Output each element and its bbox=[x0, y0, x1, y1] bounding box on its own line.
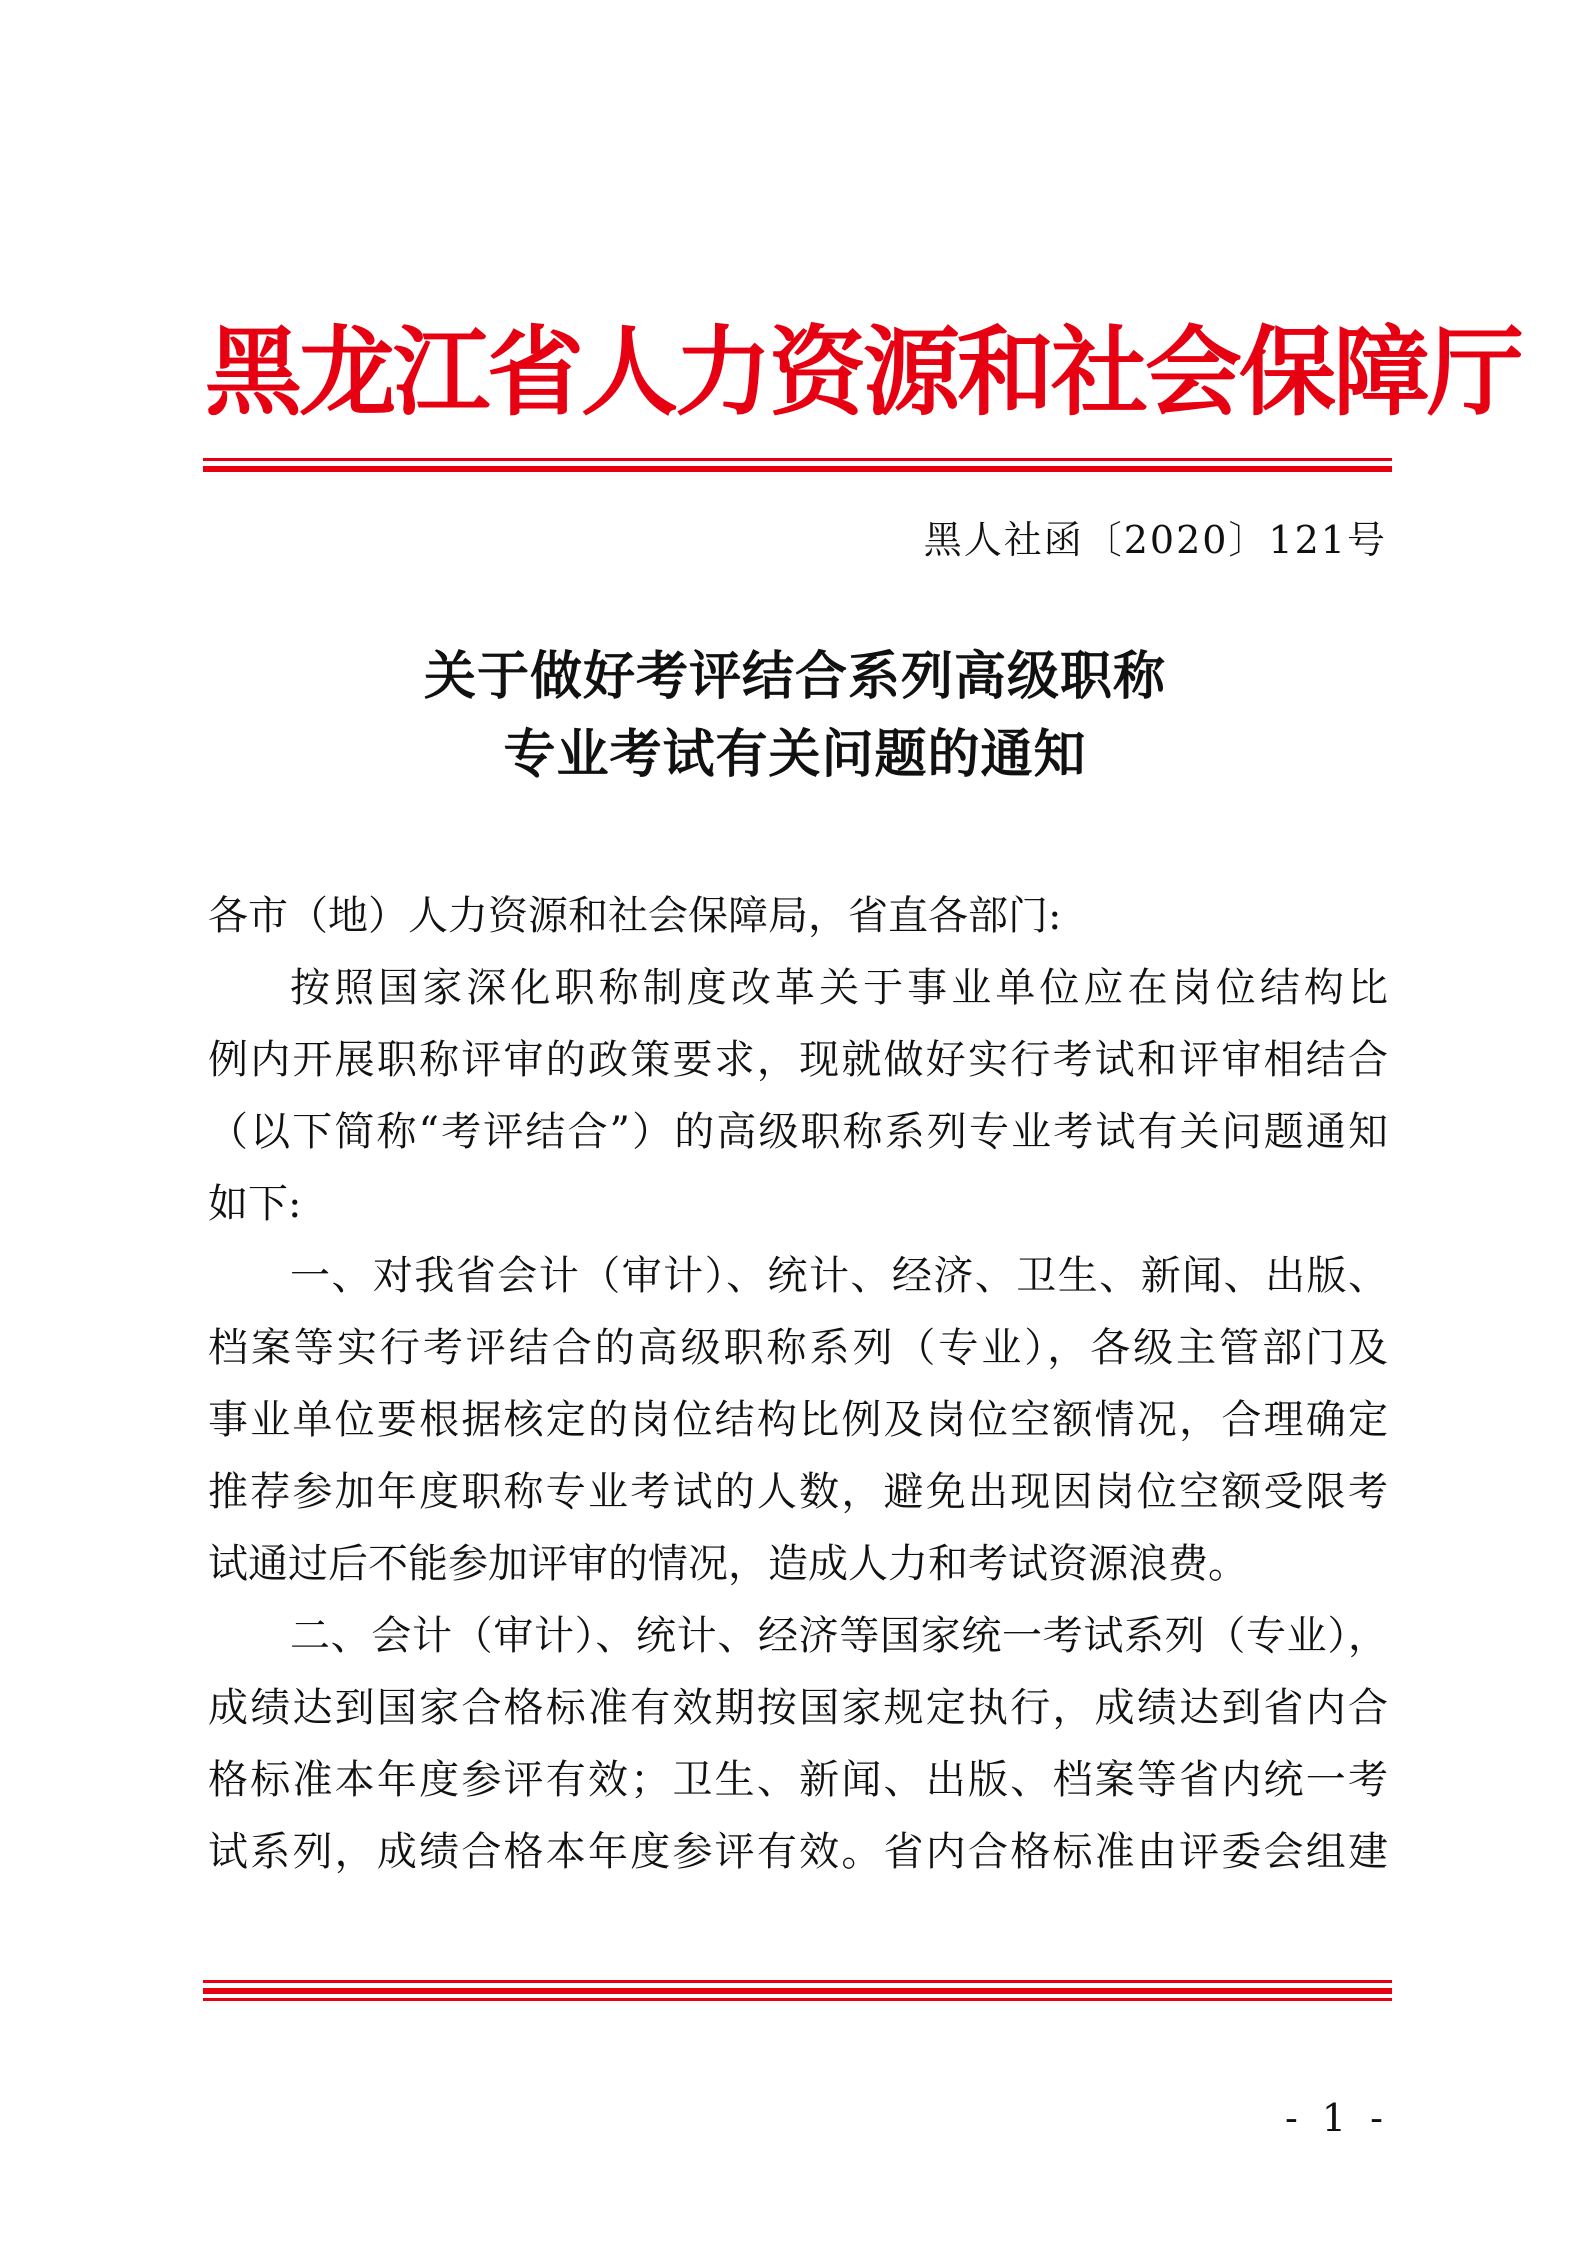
footer-divider-thick bbox=[203, 1988, 1392, 1994]
body-line: 事业单位要根据核定的岗位结构比例及岗位空额情况，合理确定 bbox=[208, 1397, 1388, 1443]
body-line: 档案等实行考评结合的高级职称系列（专业），各级主管部门及 bbox=[208, 1325, 1388, 1371]
title-line-2: 专业考试有关问题的通知 bbox=[503, 725, 1087, 785]
body-line: 按照国家深化职称制度改革关于事业单位应在岗位结构比 bbox=[290, 965, 1388, 1011]
issuer-header: 黑龙江省人力资源和社会保障厅 bbox=[205, 316, 1521, 429]
header-divider-thick bbox=[203, 466, 1392, 472]
document-body bbox=[208, 880, 1388, 1888]
body-line: 成绩达到国家合格标准有效期按国家规定执行，成绩达到省内合 bbox=[208, 1685, 1388, 1731]
footer-divider-thin-top bbox=[203, 1980, 1392, 1983]
footer-divider-thin-bottom bbox=[203, 1998, 1392, 2001]
body-line: 二、会计（审计）、统计、经济等国家统一考试系列（专业）， bbox=[290, 1613, 1388, 1659]
body-line: 一、对我省会计（审计）、统计、经济、卫生、新闻、出版、 bbox=[290, 1253, 1388, 1299]
document-title bbox=[205, 638, 1385, 794]
body-line: 格标准本年度参评有效；卫生、新闻、出版、档案等省内统一考 bbox=[208, 1757, 1388, 1803]
body-line: （以下简称“考评结合”）的高级职称系列专业考试有关问题通知 bbox=[208, 1109, 1388, 1155]
body-line: 例内开展职称评审的政策要求，现就做好实行考试和评审相结合 bbox=[208, 1037, 1388, 1083]
body-line: 如下: bbox=[208, 1181, 302, 1227]
title-line-1: 关于做好考评结合系列高级职称 bbox=[423, 647, 1166, 707]
body-line: 各市（地）人力资源和社会保障局，省直各部门: bbox=[208, 893, 1062, 939]
document-number: 黑人社函〔2020〕121号 bbox=[923, 518, 1387, 562]
page-number: - 1 - bbox=[1284, 2096, 1389, 2140]
body-line: 推荐参加年度职称专业考试的人数，避免出现因岗位空额受限考 bbox=[208, 1469, 1388, 1515]
header-divider-thin bbox=[203, 458, 1392, 461]
body-line: 试通过后不能参加评审的情况，造成人力和考试资源浪费。 bbox=[208, 1541, 1248, 1587]
body-line: 试系列，成绩合格本年度参评有效。省内合格标准由评委会组建 bbox=[208, 1829, 1388, 1875]
